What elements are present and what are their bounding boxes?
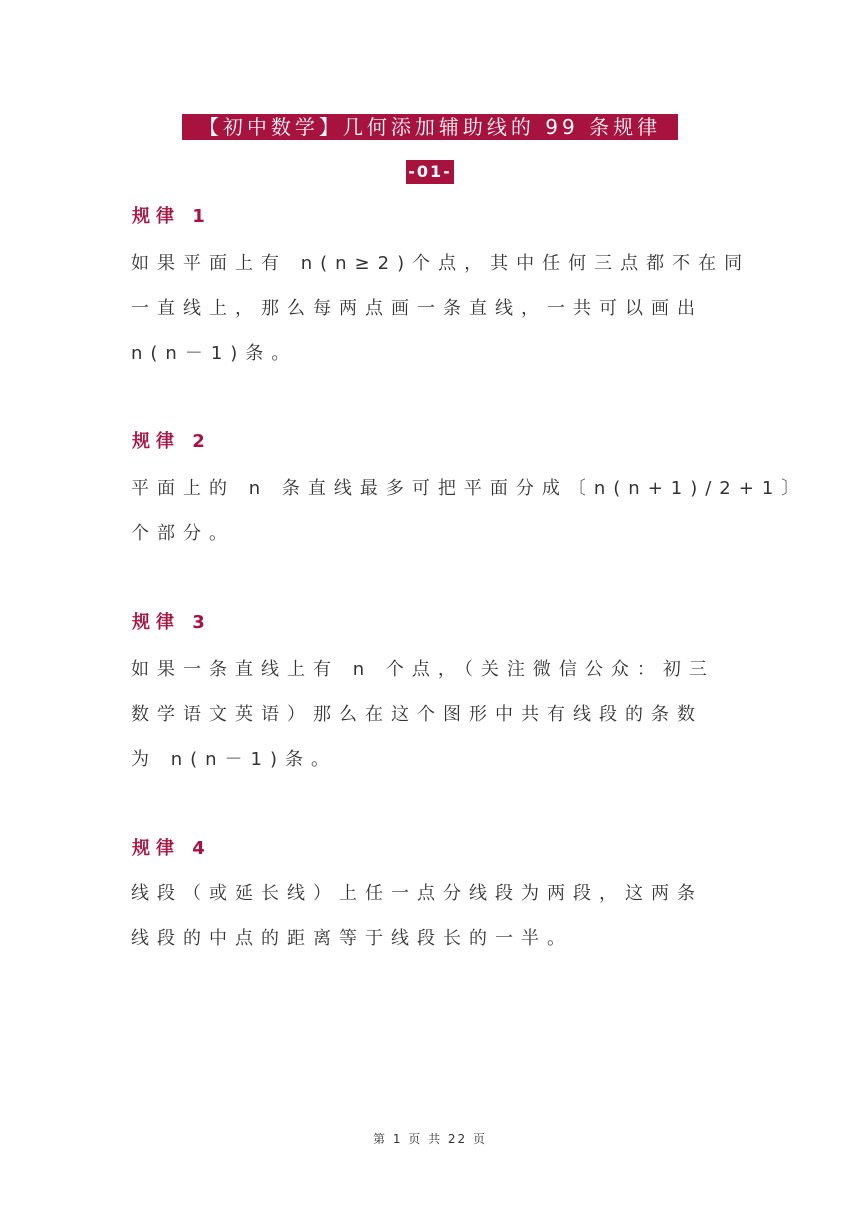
rule-1-line-3: n(n－1)条。 — [131, 343, 298, 364]
rule-4-line-2: 线段的中点的距离等于线段长的一半。 — [131, 928, 573, 949]
section-number: -01- — [406, 160, 454, 184]
rule-3-line-1: 如果一条直线上有 n 个点，（关注微信公众：初三 — [131, 659, 715, 680]
rule-1-line-1: 如果平面上有 n(n≥2)个点，其中任何三点都不在同 — [131, 253, 751, 274]
rule-1-text — [131, 241, 751, 376]
rule-1-line-2: 一直线上，那么每两点画一条直线，一共可以画出 — [131, 298, 703, 319]
rule-3-line-2: 数学语文英语）那么在这个图形中共有线段的条数 — [131, 704, 703, 725]
document-title: 【初中数学】几何添加辅助线的 99 条规律 — [182, 114, 678, 140]
rule-3-line-3: 为 n(n－1)条。 — [131, 749, 338, 770]
rule-2-heading: 规律 2 — [132, 431, 211, 452]
rule-1-heading: 规律 1 — [132, 206, 211, 227]
rule-4-heading: 规律 4 — [132, 838, 211, 859]
rule-3-text — [131, 647, 716, 782]
page-footer: 第 1 页 共 22 页 — [373, 1132, 487, 1146]
rule-3-heading: 规律 3 — [132, 612, 211, 633]
rule-2-text — [131, 466, 808, 556]
rule-4-line-1: 线段（或延长线）上任一点分线段为两段，这两条 — [131, 883, 703, 904]
rule-2-line-1: 平面上的 n 条直线最多可把平面分成〔n(n+1)/2+1〕 — [131, 478, 808, 499]
rule-4-text — [131, 871, 716, 961]
rule-2-line-2: 个部分。 — [131, 523, 235, 544]
